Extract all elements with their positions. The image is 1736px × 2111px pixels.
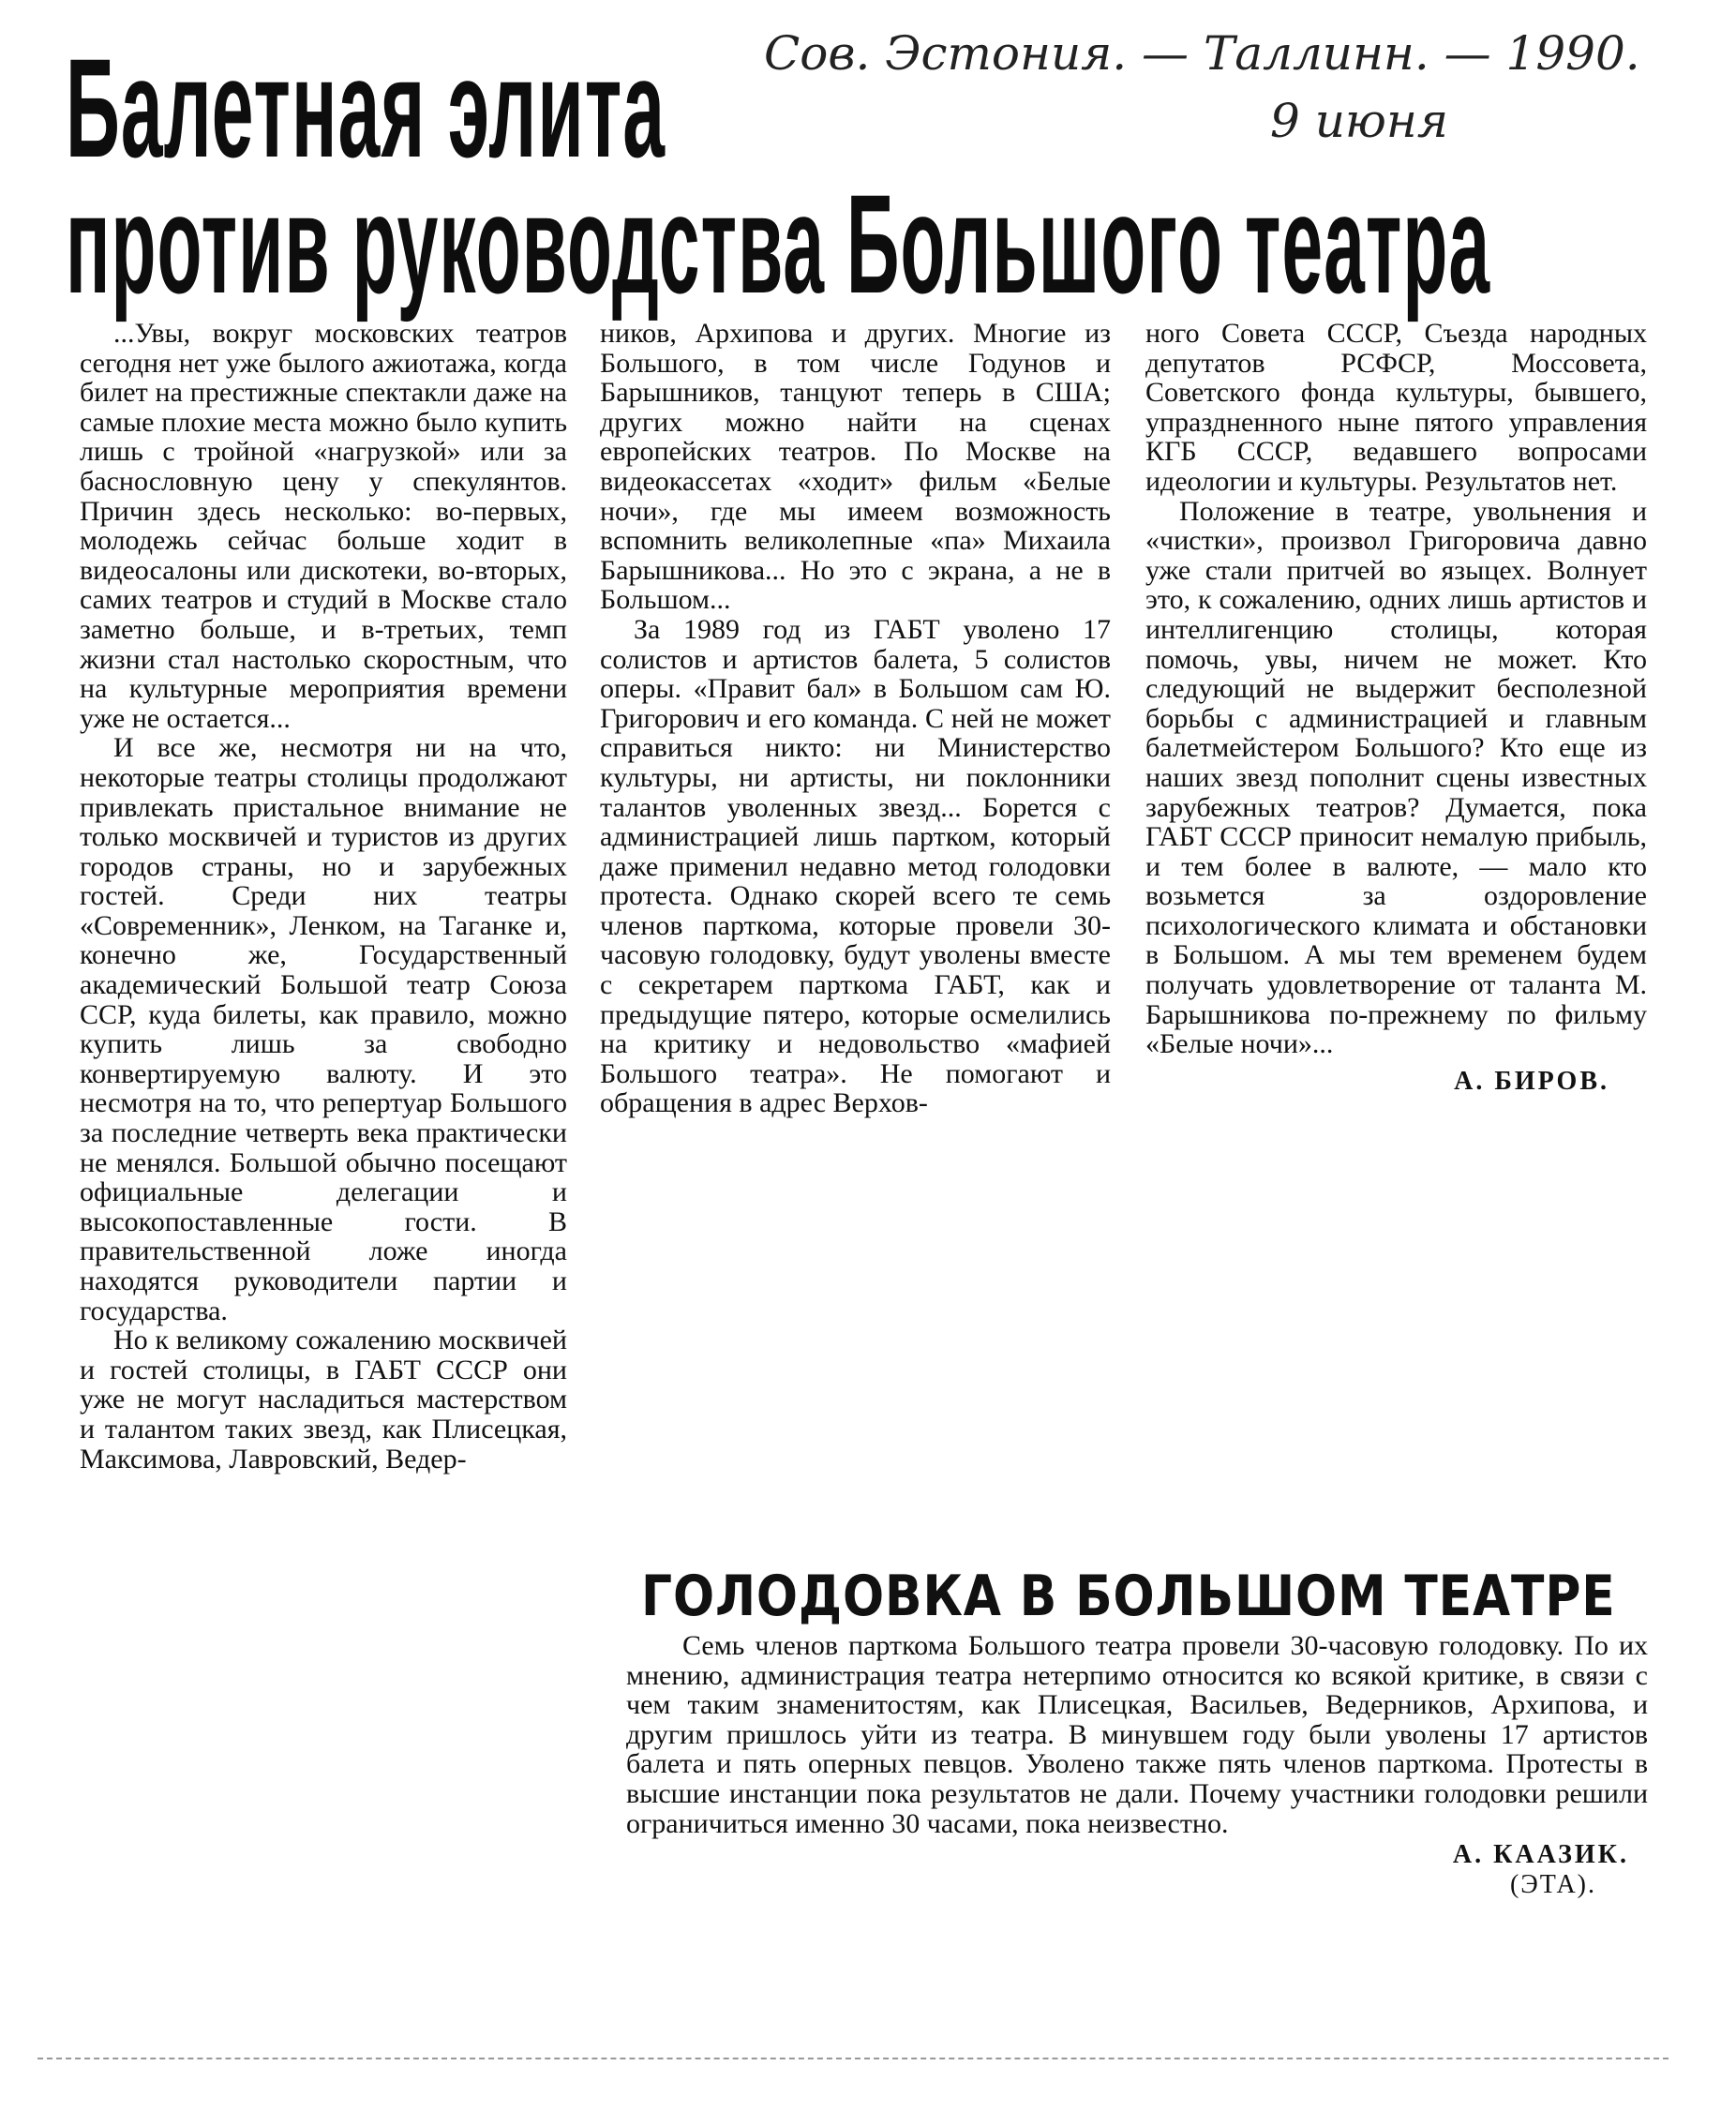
- headline-line-1: Балетная элита: [66, 29, 666, 187]
- handwritten-source-note: Сов. Эстония. — Таллинн. — 1990.: [764, 26, 1640, 81]
- paragraph: За 1989 год из ГАБТ уволено 17 солистов и артистов балета, 5 солистов оперы. «Правит бал» в Большом сам Ю. Григорович и его команда. С ней не может справиться никто: ни Министерство культуры, ни артисты, ни поклонники талантов уволенных звезд... Борется с администрацией лишь партком, который даже применил недавно метод голодовки протеста. Однако скорей всего те семь членов парткома, которые провели 30-часовую голодовку, будут уволены вместе с секретарем парткома ГАБТ, как и предыдущие пятеро, которые осмелились на критику и недовольство «мафией Большого театра». Не помогают и обращения в адрес Верхов-: [600, 613, 1111, 1119]
- paragraph: Семь членов парткома Большого театра провели 30-часовую голодовку. По их мнению, администрация театра нетерпимо относится ко всякой критике, в связи с чем таким знаменитостям, как Плисецкая, Васильев, Ведерников, Архипова, и другим пришлось уйти из театра. В минувшем году были уволены 17 артистов балета и пять оперных певцов. Уволено также пять членов парткома. Протесты в высшие инстанции пока результатов не дали. Почему участники голодовки решили ограничиться именно 30 часами, пока неизвестно.: [626, 1630, 1648, 1839]
- paragraph: ного Совета СССР, Съезда народных депутатов РСФСР, Моссовета, Советского фонда культуры, бывшего, упраздненного ныне пятого управления КГБ СССР, ведавшего вопросами идеологии и культуры. Результатов нет.: [1145, 318, 1647, 497]
- paragraph: ников, Архипова и других. Многие из Большого, в том числе Годунов и Барышников, танцуют теперь в США; других можно найти на сценах европейских театров. По Москве на видеокассетах «ходит» фильм «Белые ночи», где мы имеем возможность вспомнить великолепные «па» Михаила Барышникова... Но это с экрана, а не в Большом...: [600, 318, 1111, 616]
- clipping-cut-line: [37, 2058, 1669, 2059]
- second-article-author: А. КААЗИК.: [1452, 1840, 1629, 1870]
- paragraph: Но к великому сожалению москвичей и гостей столицы, в ГАБТ СССР они уже не могут насладиться мастерством и талантом таких звезд, как Плисецкая, Максимова, Лавровский, Ведер-: [80, 1325, 567, 1475]
- paragraph: И все же, несмотря ни на что, некоторые театры столицы продолжают привлекать пристальное внимание не только москвичей и туристов из других городов страны, но и зарубежных гостей. Среди них театры «Современник», Ленком, на Таганке и, конечно же, Государственный академический Большой театр Союза ССР, куда билеты, как правило, можно купить лишь за свободно конвертируемую валюту. И это несмотря на то, что репертуар Большого за последние четверть века практически не менялся. Большой обычно посещают официальные делегации и высокопоставленные гости. В правительственной ложе иногда находятся руководители партии и государства.: [80, 732, 567, 1326]
- second-article-headline: ГОЛОДОВКА В БОЛЬШОМ ТЕАТРЕ: [641, 1564, 1616, 1629]
- paragraph: ...Увы, вокруг московских театров сегодня нет уже былого ажиотажа, когда билет на престижные спектакли даже на самые плохие места можно было купить лишь с тройной «нагрузкой» или за баснословную цену у спекулянтов. Причин здесь несколько: во-первых, молодежь сейчас больше ходит в видеосалоны или дискотеки, во-вторых, самих театров и студий в Москве стало заметно больше, и в-третьих, темп жизни стал настолько скоростным, что на культурные мероприятия времени уже не остается...: [80, 318, 567, 734]
- article-column-2: [600, 319, 1111, 1118]
- article-column-3: [1145, 319, 1647, 1096]
- second-article: [626, 1631, 1648, 1899]
- news-agency: (ЭТА).: [1509, 1869, 1596, 1899]
- handwritten-date-note: 9 июня: [1270, 94, 1448, 148]
- article-author: А. БИРОВ.: [1454, 1066, 1609, 1096]
- headline-line-2: против руководства Большого театра: [66, 165, 1491, 322]
- paragraph: Положение в театре, увольнения и «чистки», произвол Григоровича давно уже стали притчей во языцех. Волнует это, к сожалению, одних лишь артистов и интеллигенцию столицы, которая помочь, увы, ничем не может. Кто следующий не выдержит бесполезной борьбы с администрацией и главным балетмейстером Большого? Кто еще из наших звезд пополнит сцены известных зарубежных театров? Думается, пока ГАБТ СССР приносит немалую прибыль, и тем более в валюте, — мало кто возьмется за оздоровление психологического климата и обстановки в Большом. А мы тем временем будем получать удовлетворение от таланта М. Барышникова по-прежнему по фильму «Белые ночи»...: [1145, 495, 1647, 1060]
- article-column-1: [80, 319, 567, 1474]
